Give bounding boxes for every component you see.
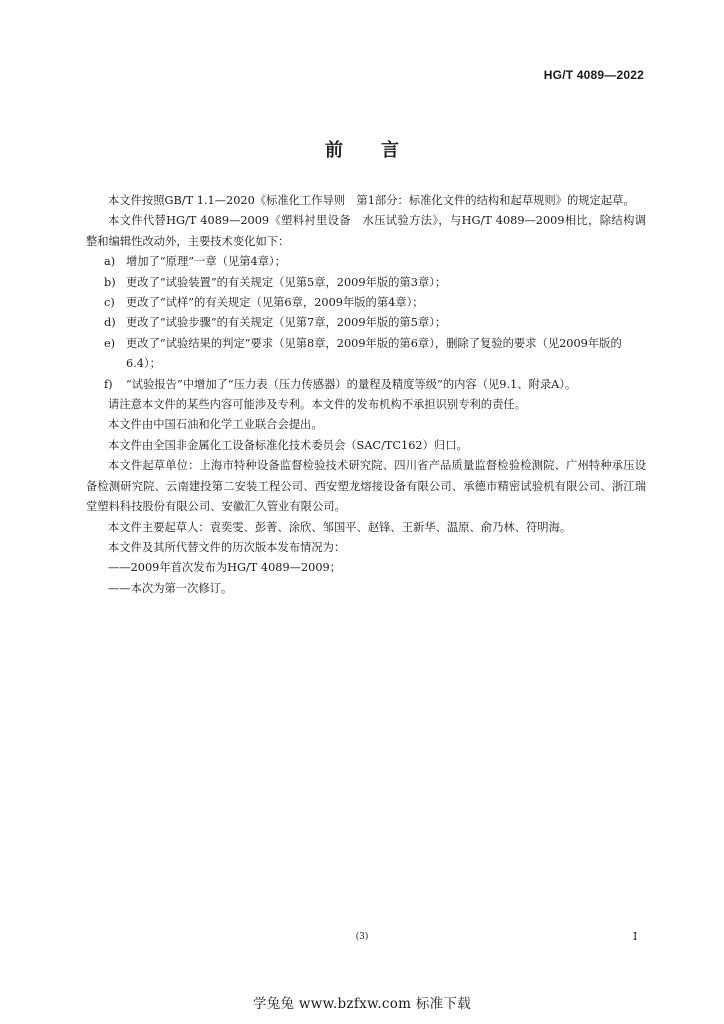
change-item-label: d) (104, 316, 116, 330)
drafting-units-paragraph: 本文件起草单位：上海市特种设备监督检验技术研究院、四川省产品质量监督检验检测院、广州特种承压设备检测研究院、云南建投第二安装工程公司、西安塑龙熔接设备有限公司、承德市精密试验机有限公司、浙江瑞堂塑料科技股份有限公司、安徽汇久管业有限公司。 (86, 459, 646, 514)
change-item-label: b) (104, 275, 116, 289)
change-item-text: 更改了“试验步骤”的有关规定（见第7章，2009年版的第5章）； (126, 316, 447, 330)
change-item-c (86, 293, 646, 313)
change-item-b (86, 273, 646, 293)
standard-code: HG/T 4089—2022 (543, 68, 644, 82)
page-marker: (3) (355, 932, 369, 942)
change-item-text: 增加了“原理”一章（见第4章）； (126, 255, 286, 269)
committee-paragraph: 本文件由全国非金属化工设备标准化技术委员会（SAC/TC162）归口。 (108, 438, 468, 452)
change-item-text: 更改了“试验装置”的有关规定（见第5章，2009年版的第3章）； (126, 275, 447, 289)
change-item-text: “试验报告”中增加了“压力表（压力传感器）的量程及精度等级”的内容（见9.1、附录A）。 (126, 377, 577, 391)
change-item-a (86, 252, 646, 272)
intro-paragraph-2: 本文件代替HG/T 4089—2009《塑料衬里设备 水压试验方法》，与HG/T 4089—2009相比，除结构调整和编辑性改动外，主要技术变化如下： (86, 214, 646, 248)
roman-page-number: I (633, 930, 638, 943)
change-item-f (86, 375, 646, 395)
history-item: ——2009年首次发布为HG/T 4089—2009； (108, 561, 342, 575)
watermark-text: 学兔兔 www.bzfxw.com 标准下载 (252, 996, 472, 1012)
change-item-label: c) (104, 296, 115, 310)
change-item-label: e) (104, 336, 116, 350)
change-item-text: 更改了“试样”的有关规定（见第6章，2009年版的第4章）； (126, 296, 424, 310)
drafters-paragraph: 本文件主要起草人：袁奕雯、彭菁、涂欣、邹国平、赵锋、王新华、温原、俞乃林、符明海。 (108, 520, 572, 534)
page-title: 前言 (325, 140, 437, 161)
proposer-paragraph: 本文件由中国石油和化学工业联合会提出。 (108, 418, 323, 432)
patent-notice: 请注意本文件的某些内容可能涉及专利。本文件的发布机构不承担识别专利的责任。 (108, 398, 526, 412)
history-intro-paragraph: 本文件及其所代替文件的历次版本发布情况为： (108, 540, 346, 554)
intro-paragraph-1: 本文件按照GB/T 1.1—2020《标准化工作导则 第1部分：标准化文件的结构和起草规则》的规定起草。 (108, 194, 635, 207)
history-item: ——本次为第一次修订。 (108, 581, 233, 595)
change-item-d (86, 313, 646, 333)
foreword-body (86, 191, 646, 599)
change-item-label: f) (104, 377, 113, 391)
change-item-e (86, 334, 646, 375)
change-item-label: a) (104, 255, 116, 269)
change-item-text: 更改了“试验结果的判定”要求（见第8章，2009年版的第6章），删除了复验的要求（见2009年版的6.4）； (126, 336, 622, 371)
